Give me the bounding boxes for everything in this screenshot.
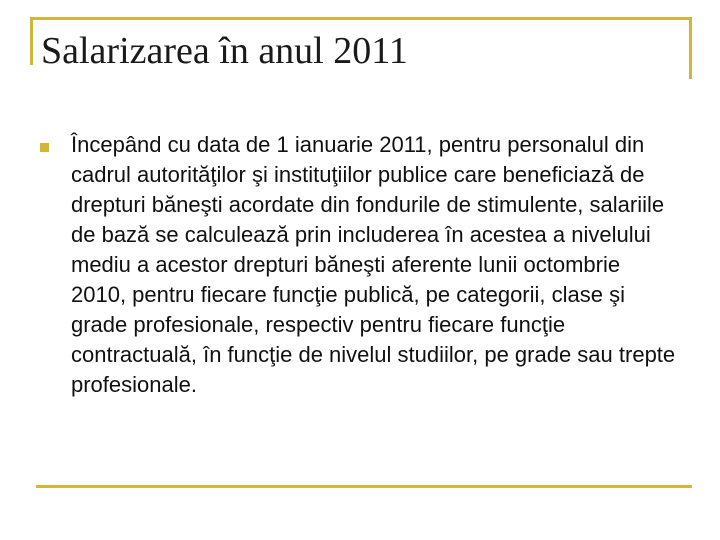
- bullet-text: Începând cu data de 1 ianuarie 2011, pentru personalul din cadrul autorităţilor şi instituţiilor publice care beneficiază de drepturi băneşti acordate din fondurile de stimulente, salariile de bază se calculează prin includerea în acestea a nivelului mediu a acestor drepturi băneşti aferente lunii octombrie 2010, pentru fiecare funcţie publică, pe categorii, clase şi grade profesionale, respectiv pentru fiecare funcţie contractuală, în funcţie de nivelul studiilor, pe grade sau trepte profesionale.: [71, 132, 676, 397]
- square-bullet-icon: [40, 143, 49, 152]
- bullet-list: [36, 130, 676, 400]
- right-border-line: [689, 17, 692, 79]
- bottom-border-line: [36, 485, 692, 488]
- left-border-line: [30, 17, 33, 65]
- slide-title: Salarizarea în anul 2011: [41, 30, 408, 72]
- bullet-item: [36, 130, 676, 400]
- top-border-line: [30, 17, 692, 20]
